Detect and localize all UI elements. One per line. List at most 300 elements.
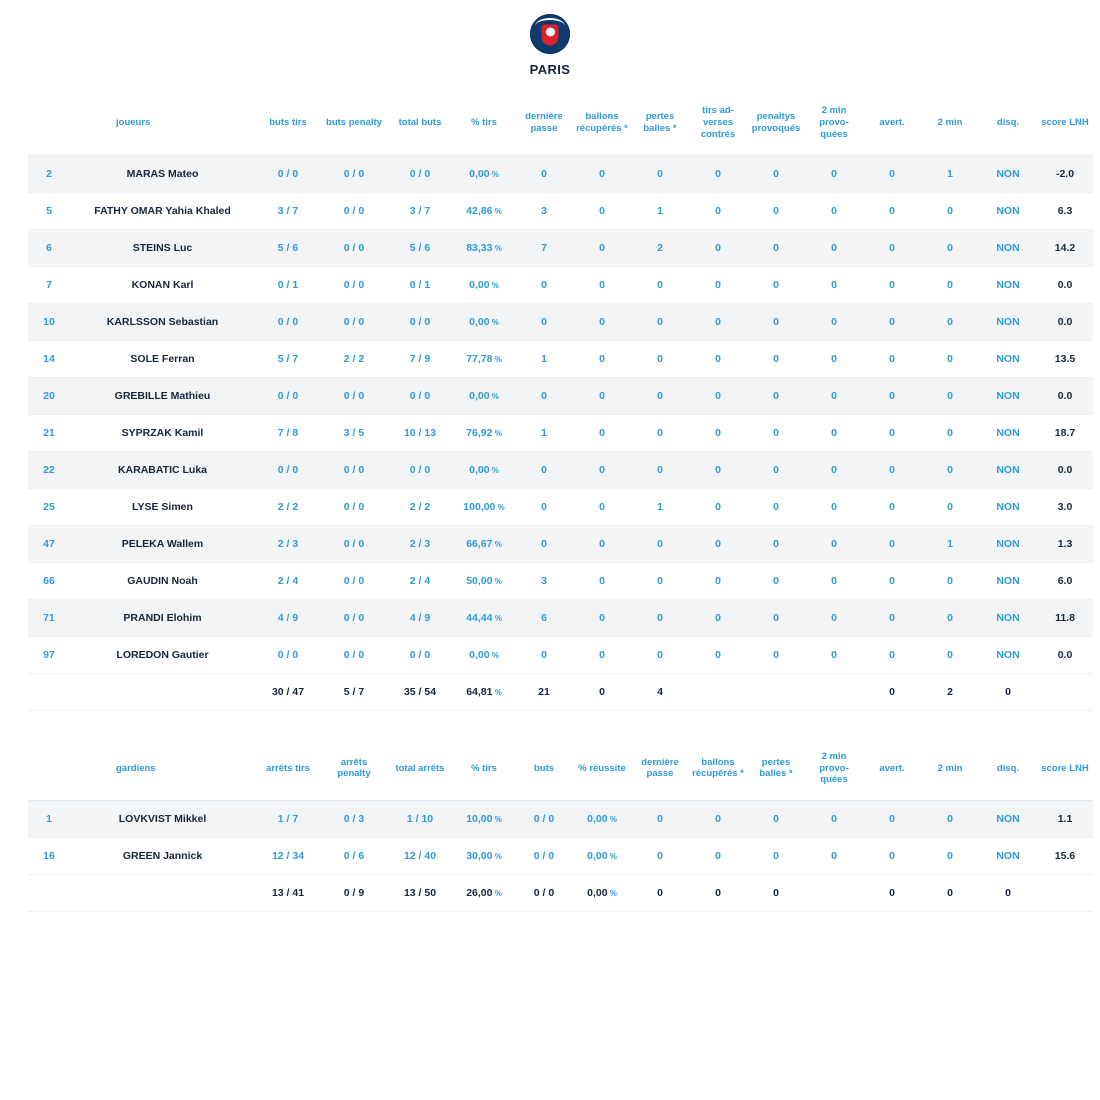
player-disq: NON xyxy=(979,266,1037,303)
player-number: 21 xyxy=(28,414,70,451)
player-buts-penalty: 3 / 5 xyxy=(321,414,387,451)
keeper-pct-reussite: 0,00 % xyxy=(573,801,631,838)
totals-disq: 0 xyxy=(979,673,1037,710)
player-pertes: 0 xyxy=(631,562,689,599)
player-avert: 0 xyxy=(863,192,921,229)
totals-pct-reussite: 0,00 % xyxy=(573,875,631,912)
player-penaltys: 0 xyxy=(747,377,805,414)
player-buts-tirs: 0 / 0 xyxy=(255,451,321,488)
player-buts-penalty: 0 / 0 xyxy=(321,636,387,673)
player-number: 25 xyxy=(28,488,70,525)
player-2min: 0 xyxy=(921,414,979,451)
keepers-stats-table xyxy=(28,741,1093,913)
player-name: KARABATIC Luka xyxy=(70,451,255,488)
totals-arrets-penalty: 0 / 9 xyxy=(321,875,387,912)
player-total-buts: 5 / 6 xyxy=(387,229,453,266)
player-buts-penalty: 0 / 0 xyxy=(321,488,387,525)
player-buts-penalty: 0 / 0 xyxy=(321,599,387,636)
player-penaltys: 0 xyxy=(747,488,805,525)
player-pertes: 0 xyxy=(631,599,689,636)
header-derniere-passe: dernière passe xyxy=(515,95,573,155)
player-disq: NON xyxy=(979,562,1037,599)
player-total-buts: 3 / 7 xyxy=(387,192,453,229)
player-buts-tirs: 7 / 8 xyxy=(255,414,321,451)
totals-2min-provoquees xyxy=(805,673,863,710)
totals-number xyxy=(28,875,70,912)
player-pct-tirs: 76,92 % xyxy=(453,414,515,451)
club-header xyxy=(28,14,1072,77)
keeper-pct-tirs: 10,00 % xyxy=(453,801,515,838)
player-pertes: 0 xyxy=(631,525,689,562)
header-total-buts: total buts xyxy=(387,95,453,155)
player-avert: 0 xyxy=(863,340,921,377)
player-name: PELEKA Wallem xyxy=(70,525,255,562)
totals-score xyxy=(1037,673,1093,710)
table-row[interactable] xyxy=(28,340,1093,377)
totals-buts-penalty: 5 / 7 xyxy=(321,673,387,710)
player-buts-tirs: 5 / 7 xyxy=(255,340,321,377)
player-total-buts: 0 / 1 xyxy=(387,266,453,303)
player-total-buts: 7 / 9 xyxy=(387,340,453,377)
players-rows xyxy=(28,155,1093,710)
player-contres: 0 xyxy=(689,636,747,673)
player-2min: 0 xyxy=(921,340,979,377)
keeper-total-arrets: 12 / 40 xyxy=(387,838,453,875)
totals-derniere-passe: 0 xyxy=(631,875,689,912)
player-number: 71 xyxy=(28,599,70,636)
player-2min: 0 xyxy=(921,229,979,266)
keeper-score: 1.1 xyxy=(1037,801,1093,838)
player-2min-provoquees: 0 xyxy=(805,562,863,599)
keeper-total-arrets: 1 / 10 xyxy=(387,801,453,838)
keeper-avert: 0 xyxy=(863,838,921,875)
keeper-2min: 0 xyxy=(921,838,979,875)
header-disq: disq. xyxy=(979,95,1037,155)
player-name: GREBILLE Mathieu xyxy=(70,377,255,414)
player-score: 18.7 xyxy=(1037,414,1093,451)
player-buts-tirs: 3 / 7 xyxy=(255,192,321,229)
player-pertes: 1 xyxy=(631,488,689,525)
player-2min: 0 xyxy=(921,377,979,414)
player-name: GAUDIN Noah xyxy=(70,562,255,599)
player-pertes: 0 xyxy=(631,266,689,303)
keeper-disq: NON xyxy=(979,801,1037,838)
player-penaltys: 0 xyxy=(747,266,805,303)
player-score: 0.0 xyxy=(1037,451,1093,488)
player-buts-tirs: 2 / 2 xyxy=(255,488,321,525)
header-penaltys-provoques: penaltys provoqués xyxy=(747,95,805,155)
player-name: FATHY OMAR Yahia Khaled xyxy=(70,192,255,229)
player-2min-provoquees: 0 xyxy=(805,340,863,377)
player-number: 5 xyxy=(28,192,70,229)
totals-2min-provoquees xyxy=(805,875,863,912)
header-number xyxy=(28,95,70,155)
player-disq: NON xyxy=(979,525,1037,562)
totals-pct-tirs: 64,81 % xyxy=(453,673,515,710)
totals-buts-tirs: 30 / 47 xyxy=(255,673,321,710)
keeper-2min-provoquees: 0 xyxy=(805,838,863,875)
keeper-name: GREEN Jannick xyxy=(70,838,255,875)
player-pertes: 0 xyxy=(631,155,689,192)
header-pct-reussite: % réussite xyxy=(573,741,631,801)
player-total-buts: 2 / 4 xyxy=(387,562,453,599)
table-row[interactable] xyxy=(28,801,1093,838)
totals-derniere-passe: 21 xyxy=(515,673,573,710)
player-avert: 0 xyxy=(863,599,921,636)
player-contres: 0 xyxy=(689,562,747,599)
totals-ballons: 0 xyxy=(689,875,747,912)
totals-pertes: 0 xyxy=(747,875,805,912)
player-penaltys: 0 xyxy=(747,414,805,451)
player-pct-tirs: 0,00 % xyxy=(453,636,515,673)
player-pertes: 0 xyxy=(631,414,689,451)
totals-label xyxy=(70,875,255,912)
totals-contres xyxy=(689,673,747,710)
player-ballons: 0 xyxy=(573,414,631,451)
player-2min: 0 xyxy=(921,636,979,673)
player-2min-provoquees: 0 xyxy=(805,377,863,414)
player-2min-provoquees: 0 xyxy=(805,229,863,266)
table-row[interactable] xyxy=(28,451,1093,488)
player-buts-penalty: 0 / 0 xyxy=(321,266,387,303)
player-buts-tirs: 0 / 0 xyxy=(255,377,321,414)
player-total-buts: 0 / 0 xyxy=(387,155,453,192)
totals-label xyxy=(70,673,255,710)
player-disq: NON xyxy=(979,414,1037,451)
player-contres: 0 xyxy=(689,229,747,266)
player-disq: NON xyxy=(979,636,1037,673)
player-disq: NON xyxy=(979,451,1037,488)
player-contres: 0 xyxy=(689,451,747,488)
player-disq: NON xyxy=(979,229,1037,266)
player-2min-provoquees: 0 xyxy=(805,451,863,488)
header-avert: avert. xyxy=(863,741,921,801)
player-pertes: 0 xyxy=(631,451,689,488)
player-total-buts: 0 / 0 xyxy=(387,451,453,488)
player-total-buts: 0 / 0 xyxy=(387,377,453,414)
header-score-lnh: score LNH xyxy=(1037,95,1093,155)
player-derniere-passe: 6 xyxy=(515,599,573,636)
table-row[interactable] xyxy=(28,377,1093,414)
player-buts-penalty: 0 / 0 xyxy=(321,525,387,562)
header-buts-tirs: buts tirs xyxy=(255,95,321,155)
player-contres: 0 xyxy=(689,599,747,636)
player-2min: 0 xyxy=(921,562,979,599)
header-2min: 2 min xyxy=(921,95,979,155)
player-ballons: 0 xyxy=(573,377,631,414)
player-buts-penalty: 0 / 0 xyxy=(321,377,387,414)
player-name: STEINS Luc xyxy=(70,229,255,266)
player-ballons: 0 xyxy=(573,266,631,303)
player-2min: 0 xyxy=(921,192,979,229)
player-contres: 0 xyxy=(689,155,747,192)
keeper-pertes: 0 xyxy=(747,801,805,838)
player-number: 20 xyxy=(28,377,70,414)
header-ballons-recuperes: ballons récupérés * xyxy=(689,741,747,801)
player-avert: 0 xyxy=(863,451,921,488)
header-pct-tirs: % tirs xyxy=(453,95,515,155)
table-row[interactable] xyxy=(28,525,1093,562)
player-total-buts: 2 / 3 xyxy=(387,525,453,562)
player-contres: 0 xyxy=(689,192,747,229)
player-score: 0.0 xyxy=(1037,303,1093,340)
keeper-ballons: 0 xyxy=(689,801,747,838)
player-disq: NON xyxy=(979,377,1037,414)
keeper-pct-reussite: 0,00 % xyxy=(573,838,631,875)
player-pct-tirs: 0,00 % xyxy=(453,303,515,340)
keeper-pertes: 0 xyxy=(747,838,805,875)
player-penaltys: 0 xyxy=(747,599,805,636)
player-avert: 0 xyxy=(863,266,921,303)
header-2min-provoquees: 2 min provo-quées xyxy=(805,741,863,801)
player-pct-tirs: 50,00 % xyxy=(453,562,515,599)
player-disq: NON xyxy=(979,192,1037,229)
player-ballons: 0 xyxy=(573,192,631,229)
player-disq: NON xyxy=(979,340,1037,377)
header-tirs-adverses-contres: tirs ad-verses contrés xyxy=(689,95,747,155)
player-2min-provoquees: 0 xyxy=(805,192,863,229)
player-2min-provoquees: 0 xyxy=(805,414,863,451)
player-name: LYSE Simen xyxy=(70,488,255,525)
player-2min-provoquees: 0 xyxy=(805,155,863,192)
player-buts-tirs: 5 / 6 xyxy=(255,229,321,266)
player-2min: 0 xyxy=(921,266,979,303)
player-pertes: 2 xyxy=(631,229,689,266)
player-ballons: 0 xyxy=(573,451,631,488)
player-pct-tirs: 0,00 % xyxy=(453,377,515,414)
table-row[interactable] xyxy=(28,838,1093,875)
player-2min: 0 xyxy=(921,451,979,488)
player-ballons: 0 xyxy=(573,488,631,525)
player-penaltys: 0 xyxy=(747,303,805,340)
player-disq: NON xyxy=(979,488,1037,525)
player-pct-tirs: 83,33 % xyxy=(453,229,515,266)
player-disq: NON xyxy=(979,155,1037,192)
player-penaltys: 0 xyxy=(747,229,805,266)
player-penaltys: 0 xyxy=(747,340,805,377)
header-joueurs: joueurs xyxy=(70,95,255,155)
totals-total-buts: 35 / 54 xyxy=(387,673,453,710)
player-avert: 0 xyxy=(863,488,921,525)
player-score: 11.8 xyxy=(1037,599,1093,636)
player-contres: 0 xyxy=(689,266,747,303)
header-buts: buts xyxy=(515,741,573,801)
table-row[interactable] xyxy=(28,303,1093,340)
player-pct-tirs: 0,00 % xyxy=(453,155,515,192)
totals-disq: 0 xyxy=(979,875,1037,912)
header-pct-tirs: % tirs xyxy=(453,741,515,801)
player-score: 14.2 xyxy=(1037,229,1093,266)
players-header-row xyxy=(28,95,1093,155)
player-name: SYPRZAK Kamil xyxy=(70,414,255,451)
player-ballons: 0 xyxy=(573,525,631,562)
keepers-header-row xyxy=(28,741,1093,801)
players-stats-table xyxy=(28,95,1093,711)
header-arrets-penalty: arrêts penalty xyxy=(321,741,387,801)
player-avert: 0 xyxy=(863,155,921,192)
player-pct-tirs: 77,78 % xyxy=(453,340,515,377)
header-pertes-balles: pertes balles * xyxy=(747,741,805,801)
section-divider xyxy=(28,711,1072,741)
player-derniere-passe: 1 xyxy=(515,414,573,451)
table-row[interactable] xyxy=(28,636,1093,673)
player-score: 3.0 xyxy=(1037,488,1093,525)
keeper-buts: 0 / 0 xyxy=(515,801,573,838)
player-total-buts: 2 / 2 xyxy=(387,488,453,525)
keepers-totals-row xyxy=(28,875,1093,912)
table-row[interactable] xyxy=(28,229,1093,266)
totals-total-arrets: 13 / 50 xyxy=(387,875,453,912)
player-avert: 0 xyxy=(863,303,921,340)
header-number xyxy=(28,741,70,801)
player-derniere-passe: 0 xyxy=(515,636,573,673)
totals-2min: 0 xyxy=(921,875,979,912)
player-derniere-passe: 0 xyxy=(515,377,573,414)
header-total-arrets: total arrêts xyxy=(387,741,453,801)
totals-score xyxy=(1037,875,1093,912)
player-total-buts: 4 / 9 xyxy=(387,599,453,636)
player-score: 6.0 xyxy=(1037,562,1093,599)
player-avert: 0 xyxy=(863,525,921,562)
player-buts-tirs: 0 / 1 xyxy=(255,266,321,303)
player-buts-penalty: 0 / 0 xyxy=(321,155,387,192)
keeper-buts: 0 / 0 xyxy=(515,838,573,875)
player-contres: 0 xyxy=(689,488,747,525)
player-score: -2.0 xyxy=(1037,155,1093,192)
player-buts-tirs: 0 / 0 xyxy=(255,155,321,192)
header-arrets-tirs: arrêts tirs xyxy=(255,741,321,801)
player-2min-provoquees: 0 xyxy=(805,303,863,340)
totals-pertes: 4 xyxy=(631,673,689,710)
header-score-lnh: score LNH xyxy=(1037,741,1093,801)
player-penaltys: 0 xyxy=(747,562,805,599)
player-buts-tirs: 0 / 0 xyxy=(255,636,321,673)
player-2min-provoquees: 0 xyxy=(805,525,863,562)
player-buts-tirs: 2 / 3 xyxy=(255,525,321,562)
player-pct-tirs: 42,86 % xyxy=(453,192,515,229)
header-pertes-balles: pertes balles * xyxy=(631,95,689,155)
player-2min-provoquees: 0 xyxy=(805,599,863,636)
player-number: 47 xyxy=(28,525,70,562)
player-2min: 0 xyxy=(921,488,979,525)
keepers-rows xyxy=(28,801,1093,912)
header-disq: disq. xyxy=(979,741,1037,801)
club-name: PARIS xyxy=(529,62,571,77)
player-2min: 0 xyxy=(921,303,979,340)
table-row[interactable] xyxy=(28,155,1093,192)
keeper-number: 16 xyxy=(28,838,70,875)
header-2min: 2 min xyxy=(921,741,979,801)
player-pct-tirs: 0,00 % xyxy=(453,266,515,303)
table-row[interactable] xyxy=(28,599,1093,636)
player-number: 2 xyxy=(28,155,70,192)
player-buts-penalty: 0 / 0 xyxy=(321,562,387,599)
player-name: SOLE Ferran xyxy=(70,340,255,377)
player-name: KARLSSON Sebastian xyxy=(70,303,255,340)
player-pertes: 0 xyxy=(631,636,689,673)
player-contres: 0 xyxy=(689,303,747,340)
totals-number xyxy=(28,673,70,710)
table-row[interactable] xyxy=(28,488,1093,525)
keeper-2min: 0 xyxy=(921,801,979,838)
player-derniere-passe: 0 xyxy=(515,451,573,488)
player-penaltys: 0 xyxy=(747,192,805,229)
player-ballons: 0 xyxy=(573,303,631,340)
player-buts-penalty: 2 / 2 xyxy=(321,340,387,377)
header-buts-penalty: buts penalty xyxy=(321,95,387,155)
totals-penaltys xyxy=(747,673,805,710)
player-derniere-passe: 0 xyxy=(515,525,573,562)
player-contres: 0 xyxy=(689,525,747,562)
totals-buts: 0 / 0 xyxy=(515,875,573,912)
keeper-derniere-passe: 0 xyxy=(631,801,689,838)
header-ballons-recuperes: ballons récupérés * xyxy=(573,95,631,155)
keeper-ballons: 0 xyxy=(689,838,747,875)
player-buts-penalty: 0 / 0 xyxy=(321,192,387,229)
player-disq: NON xyxy=(979,303,1037,340)
player-number: 14 xyxy=(28,340,70,377)
player-number: 6 xyxy=(28,229,70,266)
player-derniere-passe: 1 xyxy=(515,340,573,377)
player-avert: 0 xyxy=(863,414,921,451)
player-2min: 1 xyxy=(921,155,979,192)
table-row[interactable] xyxy=(28,266,1093,303)
player-name: MARAS Mateo xyxy=(70,155,255,192)
keeper-derniere-passe: 0 xyxy=(631,838,689,875)
totals-arrets-tirs: 13 / 41 xyxy=(255,875,321,912)
keeper-arrets-penalty: 0 / 3 xyxy=(321,801,387,838)
players-totals-row xyxy=(28,673,1093,710)
player-avert: 0 xyxy=(863,377,921,414)
player-avert: 0 xyxy=(863,229,921,266)
player-pertes: 0 xyxy=(631,303,689,340)
psg-crest-icon xyxy=(530,14,570,54)
keeper-arrets-penalty: 0 / 6 xyxy=(321,838,387,875)
keeper-avert: 0 xyxy=(863,801,921,838)
player-penaltys: 0 xyxy=(747,451,805,488)
player-pct-tirs: 44,44 % xyxy=(453,599,515,636)
player-score: 13.5 xyxy=(1037,340,1093,377)
player-score: 0.0 xyxy=(1037,636,1093,673)
player-total-buts: 10 / 13 xyxy=(387,414,453,451)
player-penaltys: 0 xyxy=(747,525,805,562)
keeper-disq: NON xyxy=(979,838,1037,875)
player-2min: 0 xyxy=(921,599,979,636)
header-2min-provoquees: 2 min provo-quées xyxy=(805,95,863,155)
player-contres: 0 xyxy=(689,377,747,414)
keeper-arrets-tirs: 12 / 34 xyxy=(255,838,321,875)
player-number: 22 xyxy=(28,451,70,488)
player-buts-tirs: 2 / 4 xyxy=(255,562,321,599)
player-number: 97 xyxy=(28,636,70,673)
player-2min-provoquees: 0 xyxy=(805,488,863,525)
table-row[interactable] xyxy=(28,414,1093,451)
player-derniere-passe: 7 xyxy=(515,229,573,266)
player-total-buts: 0 / 0 xyxy=(387,636,453,673)
header-avert: avert. xyxy=(863,95,921,155)
player-derniere-passe: 3 xyxy=(515,562,573,599)
header-gardiens: gardiens xyxy=(70,741,255,801)
player-derniere-passe: 0 xyxy=(515,266,573,303)
table-row[interactable] xyxy=(28,192,1093,229)
totals-avert: 0 xyxy=(863,875,921,912)
table-row[interactable] xyxy=(28,562,1093,599)
player-ballons: 0 xyxy=(573,229,631,266)
player-buts-penalty: 0 / 0 xyxy=(321,303,387,340)
keeper-2min-provoquees: 0 xyxy=(805,801,863,838)
totals-ballons: 0 xyxy=(573,673,631,710)
totals-2min: 2 xyxy=(921,673,979,710)
